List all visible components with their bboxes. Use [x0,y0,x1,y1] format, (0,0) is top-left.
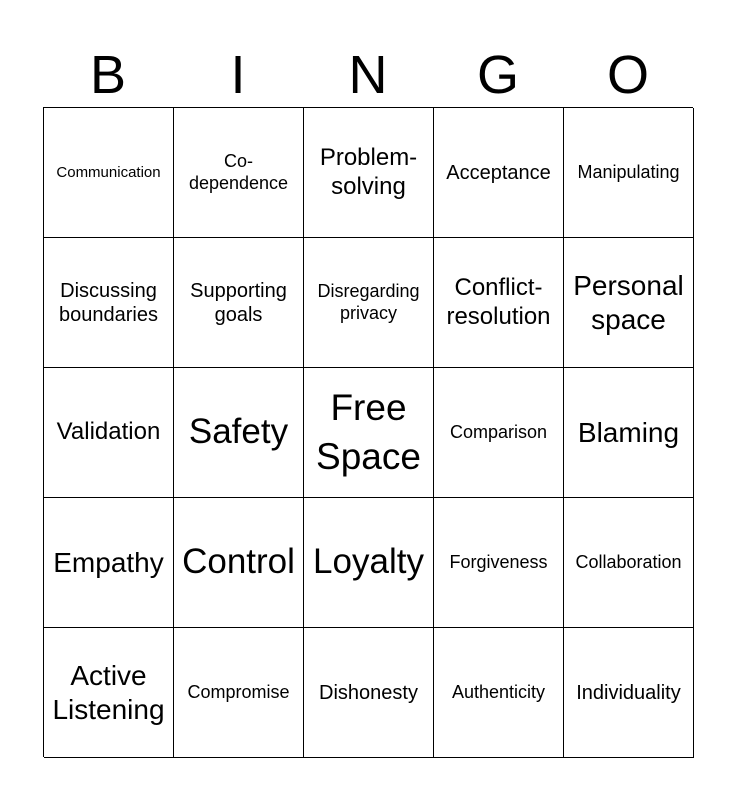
bingo-cell[interactable]: Blaming [564,368,694,498]
bingo-cell[interactable]: Safety [174,368,304,498]
bingo-cell[interactable]: Manipulating [564,108,694,238]
header-letter-b: B [89,45,127,105]
bingo-cell[interactable]: Disregarding privacy [304,238,434,368]
bingo-cell[interactable]: Compromise [174,628,304,758]
bingo-cell[interactable]: Control [174,498,304,628]
bingo-cell[interactable]: Supporting goals [174,238,304,368]
bingo-cell[interactable]: Personal space [564,238,694,368]
header-letter-g: G [476,45,519,105]
bingo-cell[interactable]: Validation [44,368,174,498]
bingo-cell[interactable]: Conflict- resolution [434,238,564,368]
bingo-cell[interactable]: Loyalty [304,498,434,628]
bingo-cell[interactable]: Authenticity [434,628,564,758]
header-letter-o: O [606,45,649,105]
free-space-cell[interactable]: Free Space [304,368,434,498]
header-letter-i: I [230,45,246,105]
bingo-cell[interactable]: Dishonesty [304,628,434,758]
bingo-cell[interactable]: Discussing boundaries [44,238,174,368]
bingo-cell[interactable]: Forgiveness [434,498,564,628]
bingo-grid [43,107,693,757]
bingo-cell[interactable]: Comparison [434,368,564,498]
bingo-cell[interactable]: Acceptance [434,108,564,238]
bingo-cell[interactable]: Empathy [44,498,174,628]
bingo-cell[interactable]: Problem- solving [304,108,434,238]
bingo-cell[interactable]: Individuality [564,628,694,758]
bingo-cell[interactable]: Communication [44,108,174,238]
bingo-cell[interactable]: Collaboration [564,498,694,628]
bingo-header [43,44,693,106]
bingo-cell[interactable]: Co- dependence [174,108,304,238]
bingo-cell[interactable]: Active Listening [44,628,174,758]
header-letter-n: N [348,45,388,105]
